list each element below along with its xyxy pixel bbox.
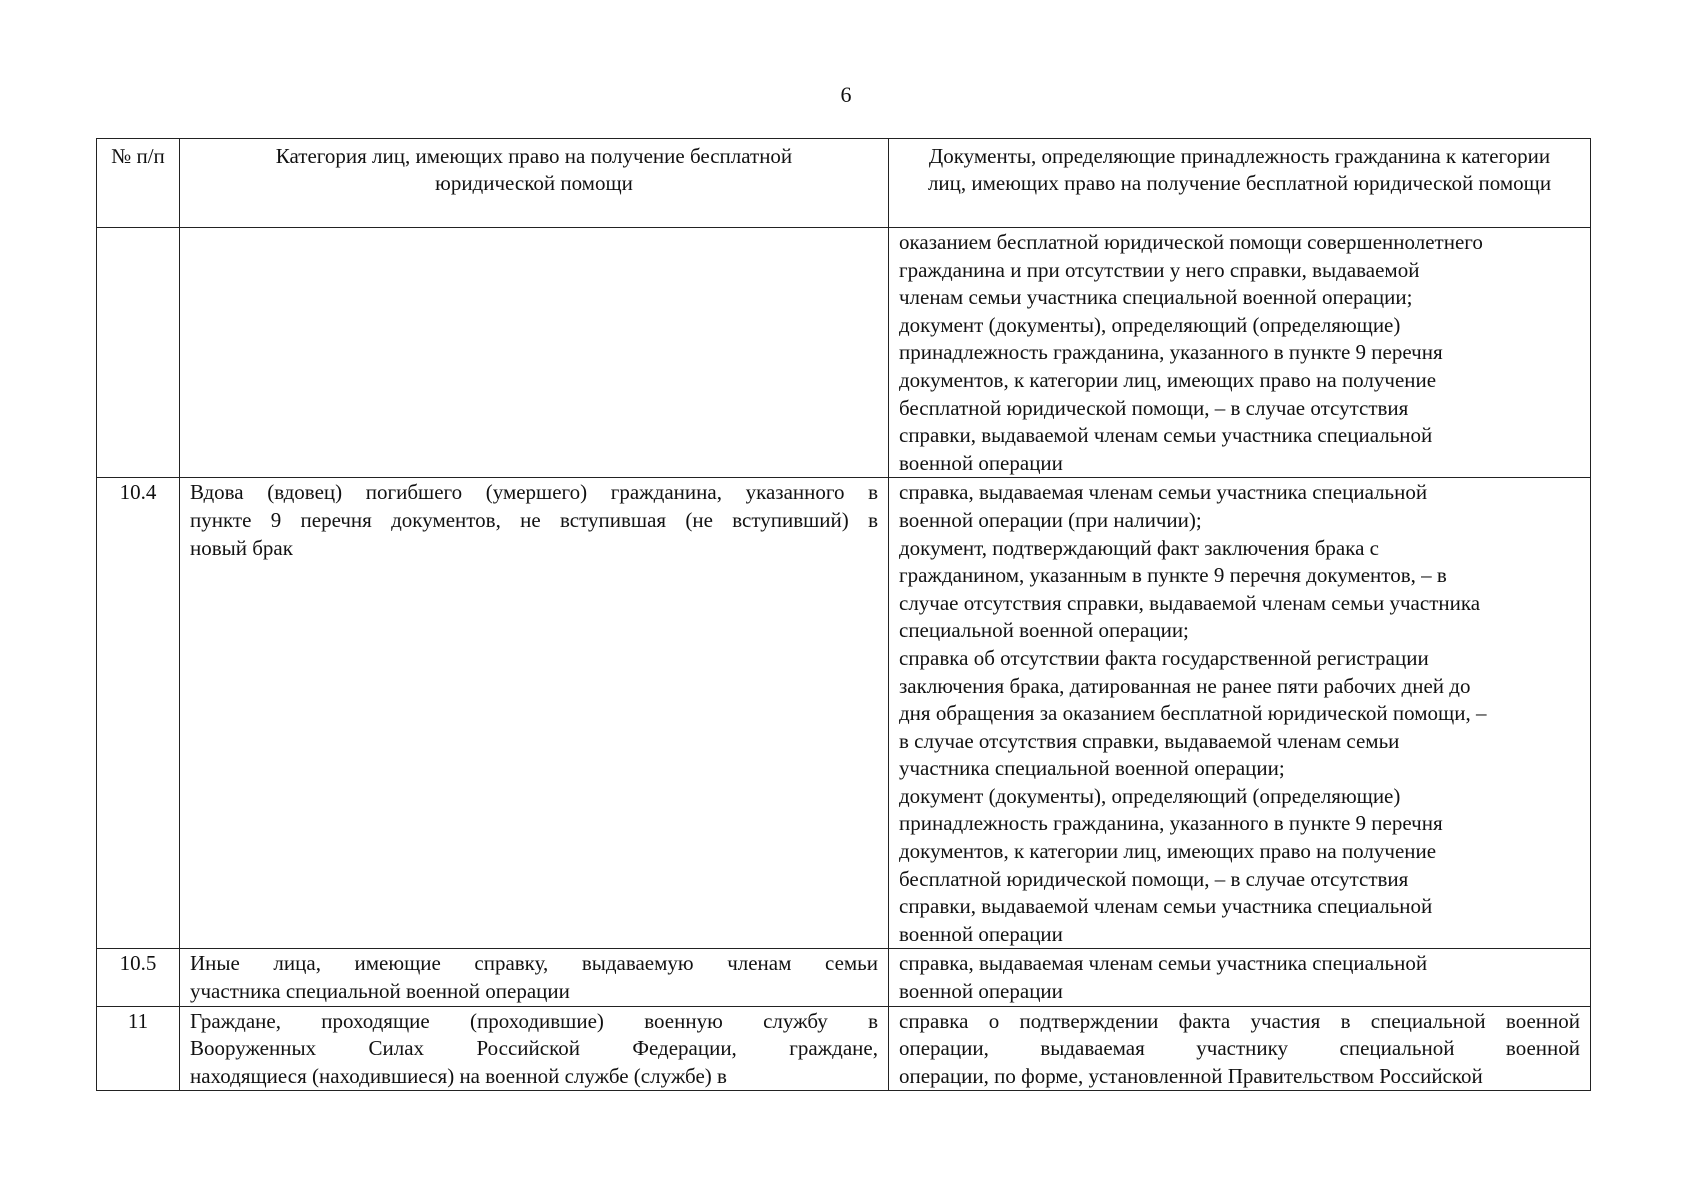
document-line: специальной военной операции; [899,618,1189,643]
document-line: справка, выдаваемая членам семьи участника специальной [899,480,1428,505]
document-line: документ, подтверждающий факт заключения брака с [899,535,1379,560]
document-line: членам семьи участника специальной военной операции; [899,285,1413,310]
documents-cell [889,1006,1591,1091]
document-line: справка об отсутствии факта государственной регистрации [899,645,1429,670]
table-header-row [97,139,1591,228]
document-line: документов, к категории лиц, имеющих право на получение [899,839,1437,864]
table-row [97,1006,1591,1091]
document-line: операции, по форме, установленной Правительством Российской [899,1063,1483,1088]
document-line: дня обращения за оказанием бесплатной юридической помощи, – [899,701,1487,726]
document-line: документ (документы), определяющий (определяющие) [899,312,1401,337]
document-line: справки, выдаваемой членам семьи участника специальной [899,423,1433,448]
document-line: заключения брака, датированная не ранее пяти рабочих дней до [899,673,1471,698]
header-documents: Документы, определяющие принадлежность гражданина к категории лиц, имеющих право на получение бесплатной юридической помощи [889,139,1591,228]
category-line: пункте 9 перечня документов, не вступившая (не вступивший) в [190,507,878,532]
category-cell [180,228,889,478]
category-line: Иные лица, имеющие справку, выдаваемую членам семьи [190,951,878,976]
document-line: документов, к категории лиц, имеющих право на получение [899,367,1437,392]
document-line: военной операции (при наличии); [899,507,1202,532]
row-number: 10.4 [97,478,180,949]
document-line: военной операции [899,921,1063,946]
documents-cell [889,228,1591,478]
header-number: № п/п [97,139,180,228]
document-line: операции, выдаваемая участнику специальной военной [899,1036,1580,1061]
document-line: бесплатной юридической помощи, – в случае отсутствия [899,395,1409,420]
table-row [97,478,1591,949]
header-category: Категория лиц, имеющих право на получение бесплатной юридической помощи [180,139,889,228]
documents-cell [889,478,1591,949]
document-line: военной операции [899,450,1063,475]
row-number: 10.5 [97,949,180,1006]
category-line: новый брак [190,535,293,560]
document-line: справка о подтверждении факта участия в специальной военной [899,1008,1580,1033]
category-line: Граждане, проходящие (проходившие) военную службу в [190,1008,878,1033]
row-number [97,228,180,478]
category-cell [180,1006,889,1091]
category-line: Вдова (вдовец) погибшего (умершего) гражданина, указанного в [190,480,878,505]
category-line: Вооруженных Силах Российской Федерации, граждане, [190,1036,878,1061]
document-line: бесплатной юридической помощи, – в случае отсутствия [899,866,1409,891]
category-cell [180,478,889,949]
documents-cell [889,949,1591,1006]
document-line: справка, выдаваемая членам семьи участника специальной [899,951,1428,976]
document-line: случае отсутствия справки, выдаваемой членам семьи участника [899,590,1481,615]
document-line: гражданина и при отсутствии у него справки, выдаваемой [899,257,1420,282]
document-line: принадлежность гражданина, указанного в пункте 9 перечня [899,340,1443,365]
category-cell [180,949,889,1006]
table-row [97,228,1591,478]
document-line: документ (документы), определяющий (определяющие) [899,783,1401,808]
document-line: принадлежность гражданина, указанного в пункте 9 перечня [899,811,1443,836]
eligibility-table [96,138,1591,1091]
table-row [97,949,1591,1006]
category-line: участника специальной военной операции [190,979,570,1004]
document-line: в случае отсутствия справки, выдаваемой членам семьи [899,728,1400,753]
document-line: справки, выдаваемой членам семьи участника специальной [899,894,1433,919]
category-line: находящиеся (находившиеся) на военной службе (службе) в [190,1063,727,1088]
page-number: 6 [840,82,852,107]
document-line: военной операции [899,979,1063,1004]
document-line: участника специальной военной операции; [899,756,1285,781]
document-line: гражданином, указанным в пункте 9 перечня документов, – в [899,563,1447,588]
row-number: 11 [97,1006,180,1091]
document-line: оказанием бесплатной юридической помощи совершеннолетнего [899,230,1483,254]
